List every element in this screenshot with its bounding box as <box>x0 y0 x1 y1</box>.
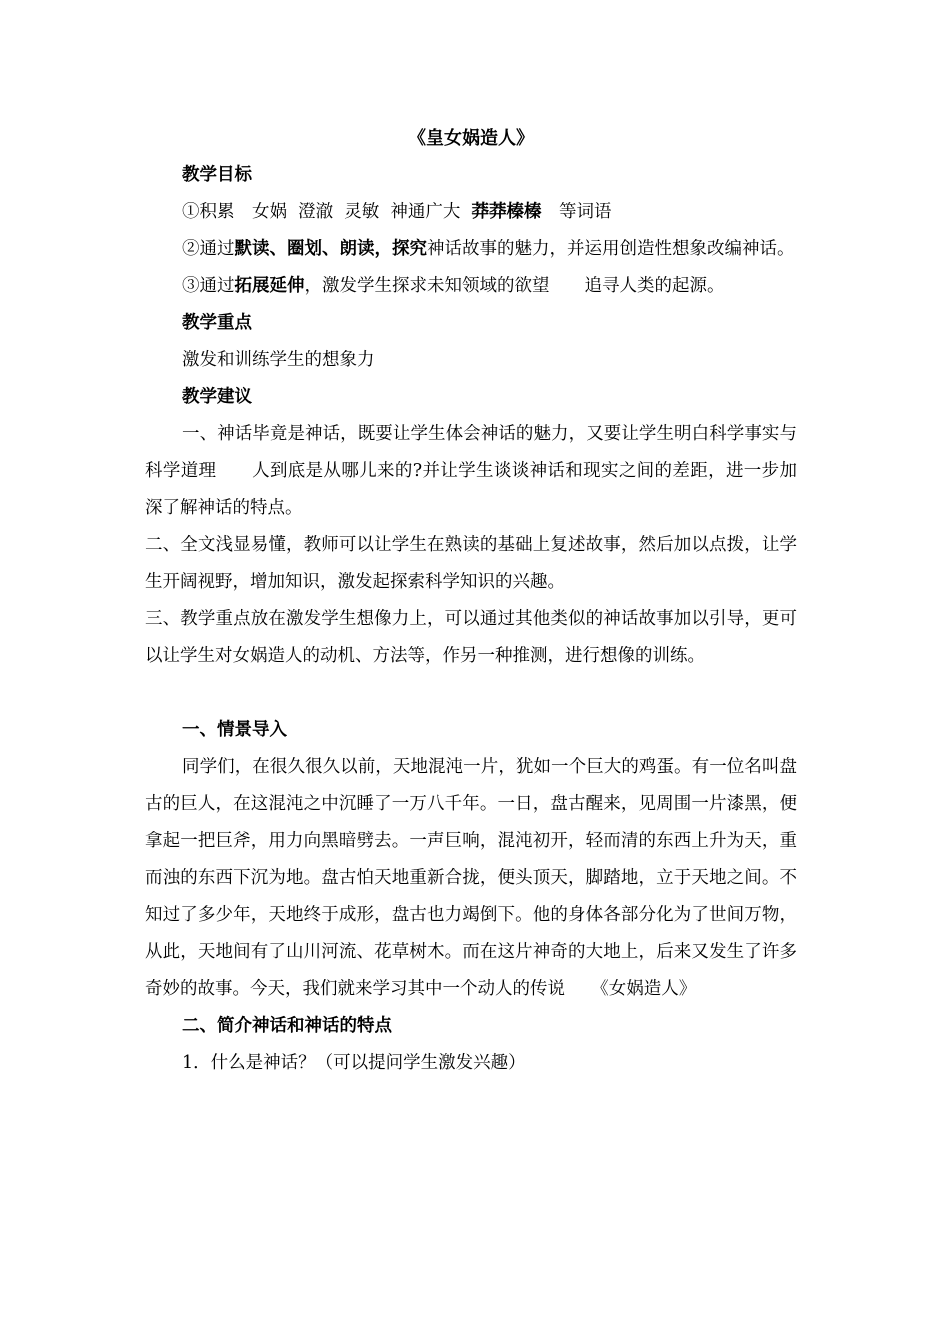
goal-item-3 <box>145 268 797 305</box>
step-2-item-1: 1．什么是神话？（可以提问学生激发兴趣） <box>182 1053 526 1073</box>
focus-heading: 教学重点 <box>182 313 252 333</box>
goal-2-prefix: ②通过 <box>182 239 235 259</box>
goal-2-bold: 默读、圈划、朗读，探究 <box>234 239 427 259</box>
goal-3-bold: 拓展延伸 <box>234 276 305 296</box>
advice-item-1: 一、神话毕竟是神话，既要让学生体会神话的魅力，又要让学生明白科学事实与科学道理 人到底是从哪儿来的?并让学生谈谈神话和现实之间的差距，进一步加深了解神话的特点。 <box>145 424 797 518</box>
step-2-heading: 二、简介神话和神话的特点 <box>182 1016 392 1036</box>
advice-item-2: 二、全文浅显易懂，教师可以让学生在熟读的基础上复述故事，然后加以点拨，让学生开阔视野，增加知识，激发起探索科学知识的兴趣。 <box>145 535 797 592</box>
advice-heading: 教学建议 <box>182 387 252 407</box>
goal-1-prefix: ①积累 女娲 澄澈 灵敏 神通广大 <box>182 202 472 222</box>
goal-1-bold: 莽莽榛榛 <box>471 202 542 222</box>
goal-item-1 <box>145 194 797 231</box>
document-title: 《皇女娲造人》 <box>408 128 534 149</box>
focus-text: 激发和训练学生的想象力 <box>182 350 375 370</box>
goal-2-suffix: 神话故事的魅力，并运用创造性想象改编神话。 <box>427 239 795 259</box>
goals-heading: 教学目标 <box>182 165 252 185</box>
spacer <box>145 675 797 712</box>
document-body <box>145 120 797 1082</box>
goal-1-suffix: 等词语 <box>541 202 612 222</box>
goal-item-2 <box>145 231 797 268</box>
advice-item-3: 三、教学重点放在激发学生想像力上，可以通过其他类似的神话故事加以引导，更可以让学生对女娲造人的动机、方法等，作另一种推测，进行想像的训练。 <box>145 609 797 666</box>
goal-3-suffix: ，激发学生探求未知领域的欲望 追寻人类的起源。 <box>304 276 725 296</box>
step-1-heading: 一、情景导入 <box>182 720 287 740</box>
goal-3-prefix: ③通过 <box>182 276 235 296</box>
step-1-text: 同学们，在很久很久以前，天地混沌一片，犹如一个巨大的鸡蛋。有一位名叫盘古的巨人，在这混沌之中沉睡了一万八千年。一日，盘古醒来，见周围一片漆黑，便拿起一把巨斧，用力向黑暗劈去。一声巨响，混沌初开，轻而清的东西上升为天，重而浊的东西下沉为地。盘古怕天地重新合拢，便头顶天，脚踏地，立于天地之间。不知过了多少年，天地终于成形，盘古也力竭倒下。他的身体各部分化为了世间万物，从此，天地间有了山川河流、花草树木。而在这片神奇的大地上，后来又发生了许多奇妙的故事。今天，我们就来学习其中一个动人的传说 《女娲造人》 <box>145 757 797 999</box>
